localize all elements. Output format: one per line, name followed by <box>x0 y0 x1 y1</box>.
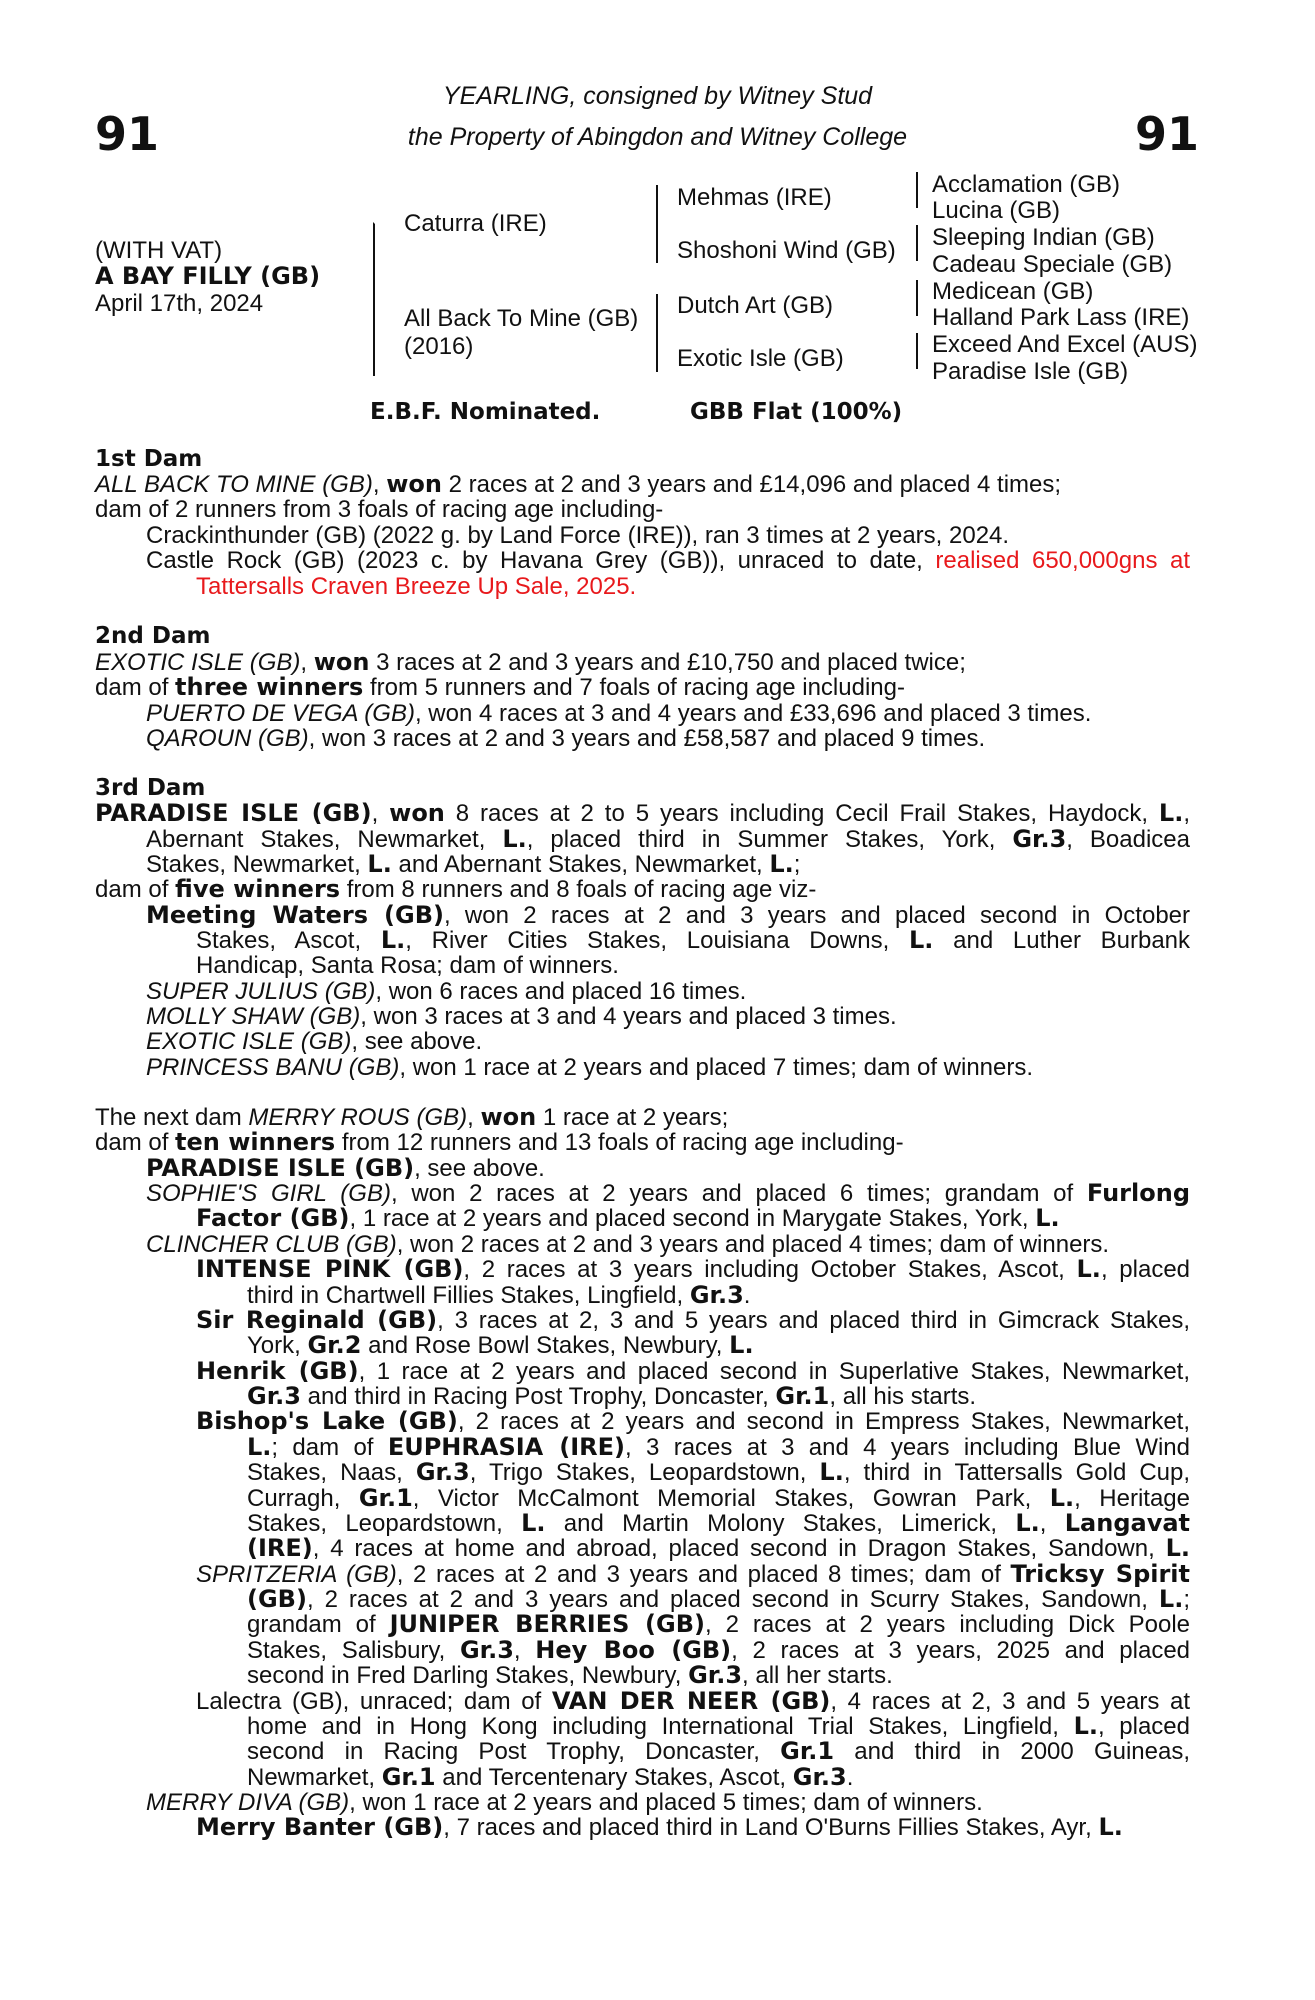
pedigree-brace-g4 <box>916 333 918 369</box>
first-dam-line: Crackinthunder (GB) (2022 g. by Land Force (IRE)), ran 3 times at 2 years, 2024. <box>146 522 1010 549</box>
first-dam-heading: 1st Dam <box>95 446 203 472</box>
next-dam-line: Merry Banter (GB), 7 races and placed third in Land O'Burns Fillies Stakes, Ayr, L. <box>196 1813 1123 1841</box>
first-dam-line: Castle Rock (GB) (2023 c. by Havana Grey (GB)), unraced to date, realised 650,000gns at <box>146 547 1190 574</box>
second-dam-line: QAROUN (GB), won 3 races at 2 and 3 years and £58,587 and placed 9 times. <box>146 725 986 752</box>
grandparent-7: Exceed And Excel (AUS) <box>932 331 1198 358</box>
next-dam-line: PARADISE ISLE (GB), see above. <box>146 1154 545 1182</box>
next-dam-line: MERRY DIVA (GB), won 1 race at 2 years and placed 5 times; dam of winners. <box>146 1789 983 1816</box>
next-dam-line: second in Fred Darling Stakes, Newbury, Gr.3, all her starts. <box>247 1661 893 1689</box>
next-dam-line: SOPHIE'S GIRL (GB), won 2 races at 2 years and placed 6 times; grandam of Furlong <box>146 1179 1190 1207</box>
third-dam-line: PRINCESS BANU (GB), won 1 race at 2 years and placed 7 times; dam of winners. <box>146 1054 1034 1081</box>
next-dam-line: CLINCHER CLUB (GB), won 2 races at 2 and 3 years and placed 4 times; dam of winners. <box>146 1231 1110 1258</box>
next-dam-line: York, Gr.2 and Rose Bowl Stakes, Newbury, L. <box>247 1331 754 1359</box>
gbb-status: GBB Flat (100%) <box>690 399 903 425</box>
second-dam-line: EXOTIC ISLE (GB), won 3 races at 2 and 3 years and £10,750 and placed twice; <box>95 648 966 676</box>
next-dam-line: INTENSE PINK (GB), 2 races at 3 years including October Stakes, Ascot, L., placed <box>196 1255 1191 1283</box>
third-dam-line: EXOTIC ISLE (GB), see above. <box>146 1028 483 1055</box>
next-dam-line: grandam of JUNIPER BERRIES (GB), 2 races at 2 years including Dick Poole <box>247 1610 1191 1638</box>
grandparent-4: Cadeau Speciale (GB) <box>932 251 1173 278</box>
lot-number-left: 91 <box>95 107 160 161</box>
third-dam-heading: 3rd Dam <box>95 775 206 801</box>
third-dam-line: Stakes, Ascot, L., River Cities Stakes, Louisiana Downs, L. and Luther Burbank <box>196 926 1191 954</box>
third-dam-line: MOLLY SHAW (GB), won 3 races at 3 and 4 years and placed 3 times. <box>146 1003 897 1030</box>
next-dam-line: (IRE), 4 races at home and abroad, placed second in Dragon Stakes, Sandown, L. <box>247 1534 1190 1562</box>
second-dam-heading: 2nd Dam <box>95 623 211 649</box>
grandparent-3: Sleeping Indian (GB) <box>932 224 1155 251</box>
next-dam-line: Sir Reginald (GB), 3 races at 2, 3 and 5 years and placed third in Gimcrack Stakes, <box>196 1306 1190 1334</box>
next-dam-line: Stakes, Leopardstown, L. and Martin Molony Stakes, Limerick, L., Langavat <box>247 1509 1191 1537</box>
pedigree-brace-g3 <box>916 280 918 316</box>
next-dam-line: dam of ten winners from 12 runners and 13 foals of racing age including- <box>95 1128 904 1156</box>
pedigree-brace-sire <box>656 185 658 263</box>
next-dam-line: Factor (GB), 1 race at 2 years and placed second in Marygate Stakes, York, L. <box>196 1204 1060 1232</box>
grandparent-6: Halland Park Lass (IRE) <box>932 304 1190 331</box>
first-dam-line: ALL BACK TO MINE (GB), won 2 races at 2 and 3 years and £14,096 and placed 4 times; <box>95 470 1062 498</box>
third-dam-line: SUPER JULIUS (GB), won 6 races and placed 16 times. <box>146 978 747 1005</box>
next-dam-line: Stakes, Naas, Gr.3, Trigo Stakes, Leopardstown, L., third in Tattersalls Gold Cup, <box>247 1458 1191 1486</box>
grandparent-8: Paradise Isle (GB) <box>932 358 1129 385</box>
third-dam-line: Stakes, Newmarket, L. and Abernant Stakes, Newmarket, L.; <box>146 850 801 878</box>
lot-number-right: 91 <box>1134 107 1199 161</box>
horse-name: A BAY FILLY (GB) <box>95 262 321 290</box>
dam-dam: Exotic Isle (GB) <box>677 345 844 372</box>
vat-note: (WITH VAT) <box>95 237 223 264</box>
sire-name: Caturra (IRE) <box>404 210 547 237</box>
second-dam-line: dam of three winners from 5 runners and 7 foals of racing age including- <box>95 673 905 701</box>
dam-name: All Back To Mine (GB) <box>404 305 639 332</box>
next-dam-line: Lalectra (GB), unraced; dam of VAN DER NEER (GB), 4 races at 2, 3 and 5 years at <box>196 1687 1191 1715</box>
dam-sire: Dutch Art (GB) <box>677 292 834 319</box>
next-dam-line: Stakes, Salisbury, Gr.3, Hey Boo (GB), 2 races at 3 years, 2025 and placed <box>247 1636 1191 1664</box>
next-dam-line: (GB), 2 races at 2 and 3 years and placed second in Scurry Stakes, Sandown, L.; <box>247 1585 1190 1613</box>
next-dam-line: home and in Hong Kong including International Trial Stakes, Lingfield, L., placed <box>247 1712 1191 1740</box>
first-dam-sale-note: Tattersalls Craven Breeze Up Sale, 2025. <box>196 573 637 600</box>
pedigree-brace-g1 <box>916 172 918 208</box>
grandparent-5: Medicean (GB) <box>932 278 1094 305</box>
grandparent-1: Acclamation (GB) <box>932 171 1121 198</box>
sire-sire: Mehmas (IRE) <box>677 184 832 211</box>
sire-dam: Shoshoni Wind (GB) <box>677 237 896 264</box>
ebf-nomination: E.B.F. Nominated. <box>370 399 601 425</box>
next-dam-line: L.; dam of EUPHRASIA (IRE), 3 races at 3 and 4 years including Blue Wind <box>247 1433 1190 1461</box>
foaling-date: April 17th, 2024 <box>95 290 264 317</box>
pedigree-brace-g2 <box>916 225 918 261</box>
header-line-2: the Property of Abingdon and Witney College <box>407 123 908 151</box>
next-dam-line: Bishop's Lake (GB), 2 races at 2 years and second in Empress Stakes, Newmarket, <box>196 1407 1190 1435</box>
second-dam-line: PUERTO DE VEGA (GB), won 4 races at 3 and 4 years and £33,696 and placed 3 times. <box>146 700 1092 727</box>
next-dam-line: The next dam MERRY ROUS (GB), won 1 race at 2 years; <box>95 1103 729 1131</box>
next-dam-line: Henrik (GB), 1 race at 2 years and placed second in Superlative Stakes, Newmarket, <box>196 1357 1190 1385</box>
third-dam-line: Handicap, Santa Rosa; dam of winners. <box>196 952 619 979</box>
header-line-1: YEARLING, consigned by Witney Stud <box>442 82 873 110</box>
third-dam-line: dam of five winners from 8 runners and 8 foals of racing age viz- <box>95 875 817 903</box>
pedigree-brace-main <box>373 222 375 376</box>
next-dam-line: Curragh, Gr.1, Victor McCalmont Memorial Stakes, Gowran Park, L., Heritage <box>247 1484 1190 1512</box>
next-dam-line: SPRITZERIA (GB), 2 races at 2 and 3 years and placed 8 times; dam of Tricksy Spirit <box>196 1560 1191 1588</box>
third-dam-line: Meeting Waters (GB), won 2 races at 2 and 3 years and placed second in October <box>146 901 1191 929</box>
pedigree-brace-dam <box>656 294 658 372</box>
first-dam-line: dam of 2 runners from 3 foals of racing age including- <box>95 496 664 523</box>
next-dam-line: second in Racing Post Trophy, Doncaster, Gr.1 and third in 2000 Guineas, <box>247 1737 1191 1765</box>
third-dam-line: Abernant Stakes, Newmarket, L., placed third in Summer Stakes, York, Gr.3, Boadicea <box>146 825 1191 853</box>
next-dam-line: Newmarket, Gr.1 and Tercentenary Stakes, Ascot, Gr.3. <box>247 1763 854 1791</box>
next-dam-line: third in Chartwell Fillies Stakes, Lingfield, Gr.3. <box>247 1281 751 1309</box>
grandparent-2: Lucina (GB) <box>932 197 1061 224</box>
dam-year: (2016) <box>404 333 474 360</box>
third-dam-line: PARADISE ISLE (GB), won 8 races at 2 to 5 years including Cecil Frail Stakes, Haydock, L., <box>95 799 1190 827</box>
next-dam-line: Gr.3 and third in Racing Post Trophy, Doncaster, Gr.1, all his starts. <box>247 1382 977 1410</box>
